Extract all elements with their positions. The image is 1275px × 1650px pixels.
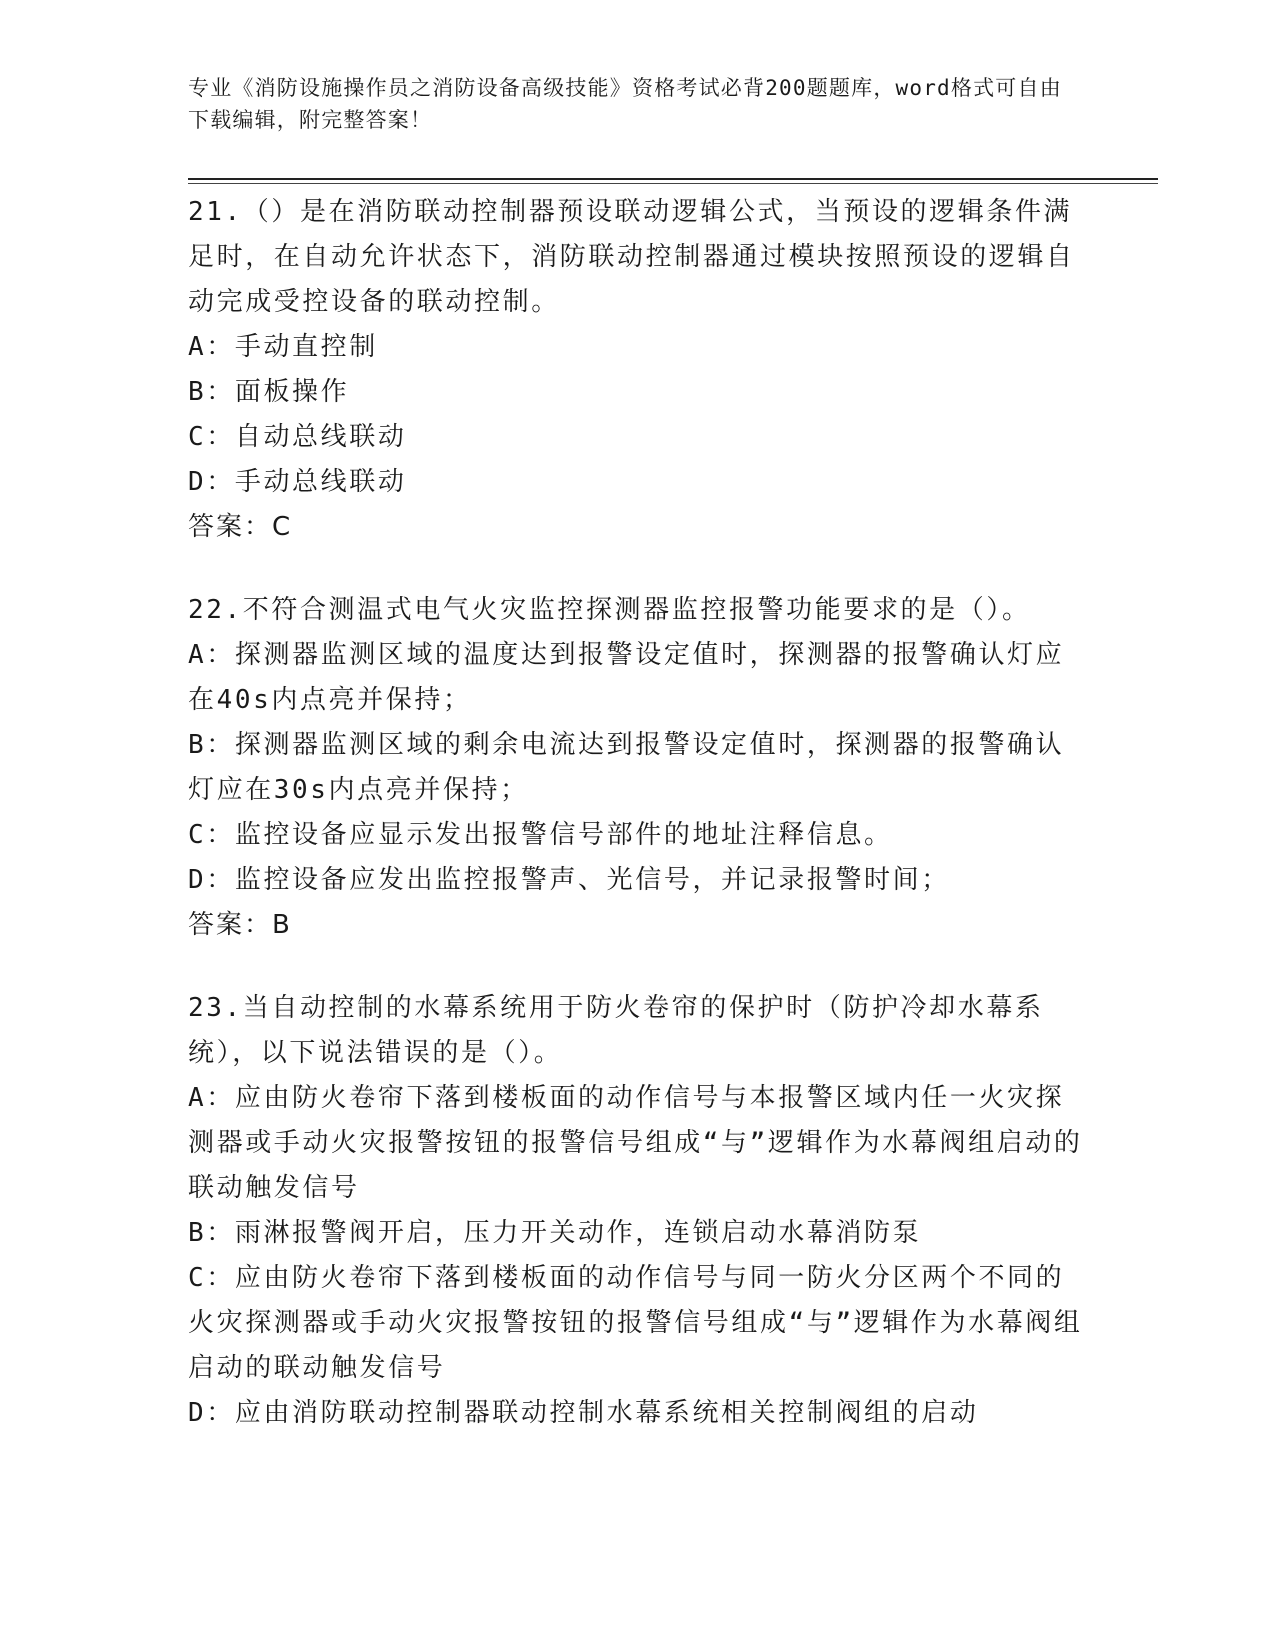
option-b: B：探测器监测区域的剩余电流达到报警设定值时，探测器的报警确认灯应在30s内点亮并保持； bbox=[188, 730, 1065, 805]
question-stem: 22.不符合测温式电气火灾监控探测器监控报警功能要求的是（）。 bbox=[188, 595, 1031, 625]
question-stem: 21.（）是在消防联动控制器预设联动逻辑公式，当预设的逻辑条件满足时，在自动允许状态下，消防联动控制器通过模块按照预设的逻辑自动完成受控设备的联动控制。 bbox=[188, 197, 1075, 317]
answer: 答案：C bbox=[188, 512, 293, 542]
option-c: C：应由防火卷帘下落到楼板面的动作信号与同一防火分区两个不同的火灾探测器或手动火灾报警按钮的报警信号组成“与”逻辑作为水幕阀组启动的联动触发信号 bbox=[188, 1263, 1083, 1383]
option-c: C：自动总线联动 bbox=[188, 422, 407, 452]
header-note: 专业《消防设施操作员之消防设备高级技能》资格考试必背200题题库，word格式可自由下载编辑，附完整答案！ bbox=[188, 76, 1062, 132]
option-a: A：手动直控制 bbox=[188, 332, 378, 362]
option-a: A：应由防火卷帘下落到楼板面的动作信号与本报警区域内任一火灾探测器或手动火灾报警按钮的报警信号组成“与”逻辑作为水幕阀组启动的联动触发信号 bbox=[188, 1083, 1083, 1203]
option-c: C：监控设备应显示发出报警信号部件的地址注释信息。 bbox=[188, 820, 893, 850]
header-divider-thin bbox=[188, 183, 1158, 184]
question-list bbox=[188, 190, 1088, 1474]
option-b: B：雨淋报警阀开启，压力开关动作，连锁启动水幕消防泵 bbox=[188, 1218, 922, 1248]
question-21 bbox=[188, 190, 1088, 550]
option-d: D：手动总线联动 bbox=[188, 467, 407, 497]
header-divider-thick bbox=[188, 178, 1158, 180]
option-a: A：探测器监测区域的温度达到报警设定值时，探测器的报警确认灯应在40s内点亮并保持； bbox=[188, 640, 1065, 715]
option-d: D：监控设备应发出监控报警声、光信号，并记录报警时间； bbox=[188, 865, 950, 895]
question-23 bbox=[188, 986, 1088, 1436]
option-d: D：应由消防联动控制器联动控制水幕系统相关控制阀组的启动 bbox=[188, 1398, 979, 1428]
answer: 答案：B bbox=[188, 910, 292, 940]
option-b: B：面板操作 bbox=[188, 377, 350, 407]
question-stem: 23.当自动控制的水幕系统用于防火卷帘的保护时（防护冷却水幕系统），以下说法错误的是（）。 bbox=[188, 993, 1044, 1068]
question-22 bbox=[188, 588, 1088, 948]
